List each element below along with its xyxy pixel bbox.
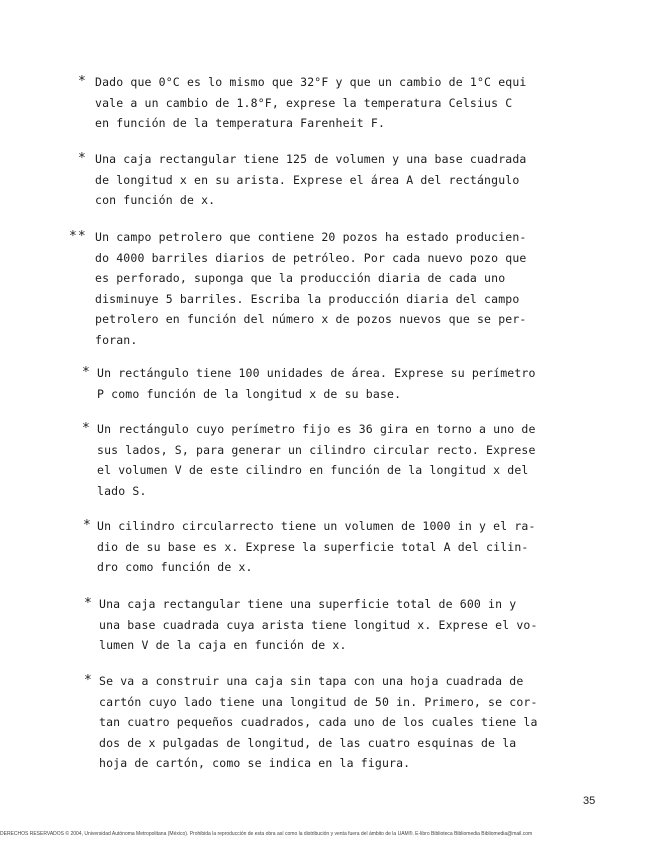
exercise-line: Dado que 0°C es lo mismo que 32°F y que un cambio de 1°C equi [95, 75, 527, 89]
exercise-line: lado S. [97, 483, 147, 498]
exercise-line: Se va a construir una caja sin tapa con una hoja cuadrada de [99, 674, 524, 688]
exercise-line: con función de x. [95, 193, 216, 207]
exercise-line: en función de la temperatura Farenheit F. [95, 116, 386, 130]
exercise-7 [84, 594, 538, 656]
exercise-2 [78, 149, 527, 211]
exercise-line: dos de x pulgadas de longitud, de las cuatro esquinas de la [99, 735, 517, 750]
exercise-3 [69, 227, 527, 350]
exercise-line: lumen V de la caja en función de x. [99, 638, 347, 652]
exercise-marker: ** [69, 229, 87, 244]
exercise-marker: * [82, 421, 91, 436]
exercise-line: vale a un cambio de 1.8°F, exprese la temperatura Celsius C [95, 95, 513, 110]
exercise-marker: * [78, 151, 87, 166]
exercise-line: foran. [95, 332, 138, 347]
exercise-line: Un rectángulo tiene 100 unidades de área. Exprese su perímetro [97, 366, 536, 380]
exercise-marker: * [78, 74, 87, 89]
copyright-notice: DERECHOS RESERVADOS © 2004, Universidad Autónoma Metropolitana (México). Prohibida la reproducción de esta obra así como la distribución y venta fuera del ámbito de la UAM®. E-libro Biblioteca Bibliomedia Bibliomedia@mail.com [0, 831, 533, 837]
exercise-1 [78, 72, 527, 134]
exercise-marker: * [83, 518, 92, 533]
exercise-line: de longitud x en su arista. Exprese el área A del rectángulo [95, 172, 520, 187]
exercise-4 [82, 363, 536, 404]
exercise-marker: * [82, 365, 91, 380]
exercise-6 [83, 516, 536, 578]
exercise-marker: * [84, 596, 93, 611]
exercise-line: dro como función de x. [97, 560, 253, 574]
exercise-line: sus lados, S, para generar un cilindro circular recto. Exprese [97, 442, 536, 457]
exercise-line: petrolero en función del número x de pozos nuevos que se per- [95, 312, 527, 326]
exercise-line: Un campo petrolero que contiene 20 pozos ha estado producien- [95, 230, 527, 244]
exercise-line: Una caja rectangular tiene una superficie total de 600 in y [99, 597, 517, 611]
exercise-line: P como función de la longitud x de su base. [97, 386, 402, 401]
exercise-line: tan cuatro pequeños cuadrados, cada uno de los cuales tiene la [99, 715, 538, 729]
exercise-line: es perforado, suponga que la producción diaria de cada uno [95, 271, 506, 285]
exercise-marker: * [84, 673, 93, 688]
exercise-8 [84, 671, 538, 774]
exercise-5 [82, 419, 536, 501]
exercise-line: Un rectángulo cuyo perímetro fijo es 36 gira en torno a uno de [97, 422, 536, 436]
exercise-line: disminuye 5 barriles. Escriba la producción diaria del campo [95, 291, 520, 306]
exercise-line: dio de su base es x. Exprese la superficie total A del cilin- [97, 539, 529, 554]
exercise-line: do 4000 barriles diarios de petróleo. Por cada nuevo pozo que [95, 250, 527, 265]
exercise-line: una base cuadrada cuya arista tiene longitud x. Exprese el vo- [99, 617, 538, 632]
exercise-line: hoja de cartón, como se indica en la figura. [99, 756, 411, 770]
exercise-line: Un cilindro circularrecto tiene un volumen de 1000 in y el ra- [97, 519, 536, 533]
page-number: 35 [583, 795, 596, 807]
exercise-line: cartón cuyo lado tiene una longitud de 50 in. Primero, se cor- [99, 694, 538, 709]
exercise-line: el volumen V de este cilindro en función de la longitud x del [97, 463, 529, 477]
exercise-line: Una caja rectangular tiene 125 de volumen y una base cuadrada [95, 152, 527, 166]
